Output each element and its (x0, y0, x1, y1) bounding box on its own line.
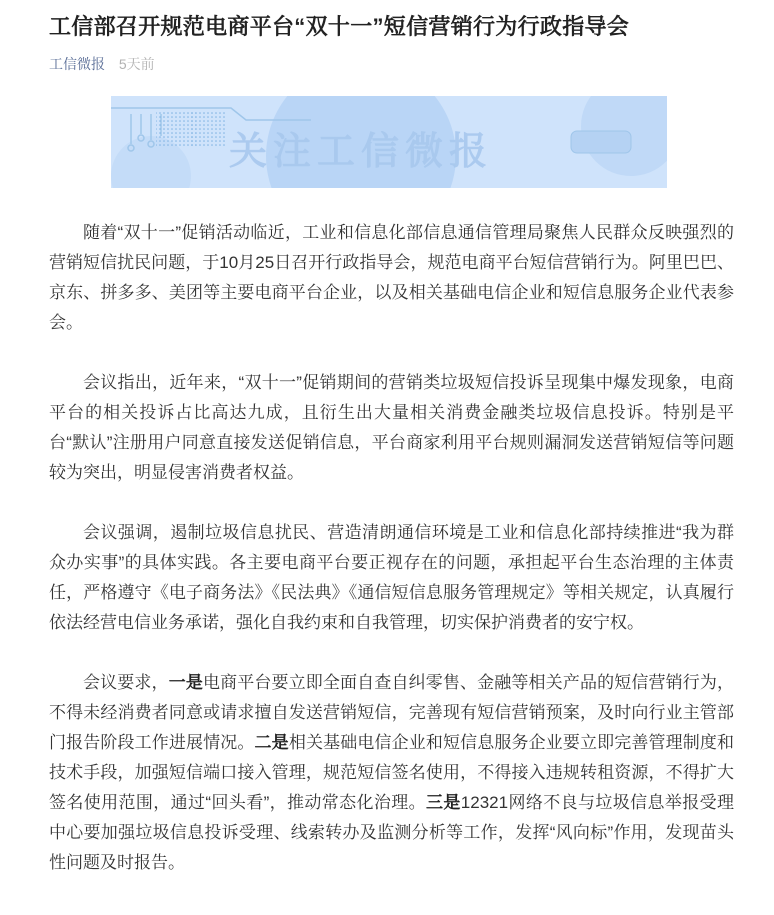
paragraph (49, 518, 734, 638)
banner-logo-text: 关注工信微报 (229, 131, 494, 173)
paragraph-text: 12321网络不良与垃圾信息举报受理中心要加强垃圾信息投诉受理、线索转办及监测分析等工作，发挥“风向标”作用，发现苗头性问题及时报告。 (49, 793, 734, 872)
bold-lead: 二是 (254, 733, 289, 752)
paragraph-text: 会议要求， (83, 673, 169, 692)
paragraph-text: 随着“双十一”促销活动临近，工业和信息化部信息通信管理局聚焦人民群众反映强烈的营销短信扰民问题，于10月25日召开行政指导会，规范电商平台短信营销行为。阿里巴巴、京东、拼多多、美团等主要电商平台企业，以及相关基础电信企业和短信息服务企业代表参会。 (49, 223, 734, 332)
paragraph (49, 218, 734, 338)
paragraph (49, 368, 734, 488)
bold-lead: 三是 (426, 793, 461, 812)
bold-lead: 一是 (168, 673, 203, 692)
paragraph (49, 668, 734, 878)
paragraph-text: 相关基础电信企业和短信息服务企业要立即完善管理制度和技术手段，加强短信端口接入管理，规范短信签名使用，不得接入违规转租资源，不得扩大签名使用范围，通过“回头看”，推动常态化治理。 (49, 733, 735, 812)
article-meta (49, 54, 734, 74)
source-link[interactable]: 工信微报 (49, 56, 105, 72)
article-title: 工信部召开规范电商平台“双十一”短信营销行为行政指导会 (49, 14, 630, 39)
publish-time: 5天前 (118, 56, 155, 72)
article-body (49, 218, 734, 878)
paragraph-text: 会议强调，遏制垃圾信息扰民、营造清朗通信环境是工业和信息化部持续推进“我为群众办实事”的具体实践。各主要电商平台要正视存在的问题，承担起平台生态治理的主体责任，严格遵守《电子商务法》《民法典》《通信短信息服务管理规定》等相关规定，认真履行依法经营电信业务承诺，强化自我约束和自我管理，切实保护消费者的安宁权。 (49, 523, 734, 632)
paragraph-text: 会议指出，近年来，“双十一”促销期间的营销类垃圾短信投诉呈现集中爆发现象，电商平台的相关投诉占比高达九成，且衍生出大量相关消费金融类垃圾信息投诉。特别是平台“默认”注册用户同意直接发送促销信息，平台商家利用平台规则漏洞发送营销短信等问题较为突出，明显侵害消费者权益。 (49, 373, 734, 482)
banner-image (111, 96, 667, 188)
paragraph-text: 电商平台要立即全面自查自纠零售、金融等相关产品的短信营销行为，不得未经消费者同意或请求擅自发送营销短信，完善现有短信营销预案，及时向行业主管部门报告阶段工作进展情况。 (49, 673, 735, 752)
